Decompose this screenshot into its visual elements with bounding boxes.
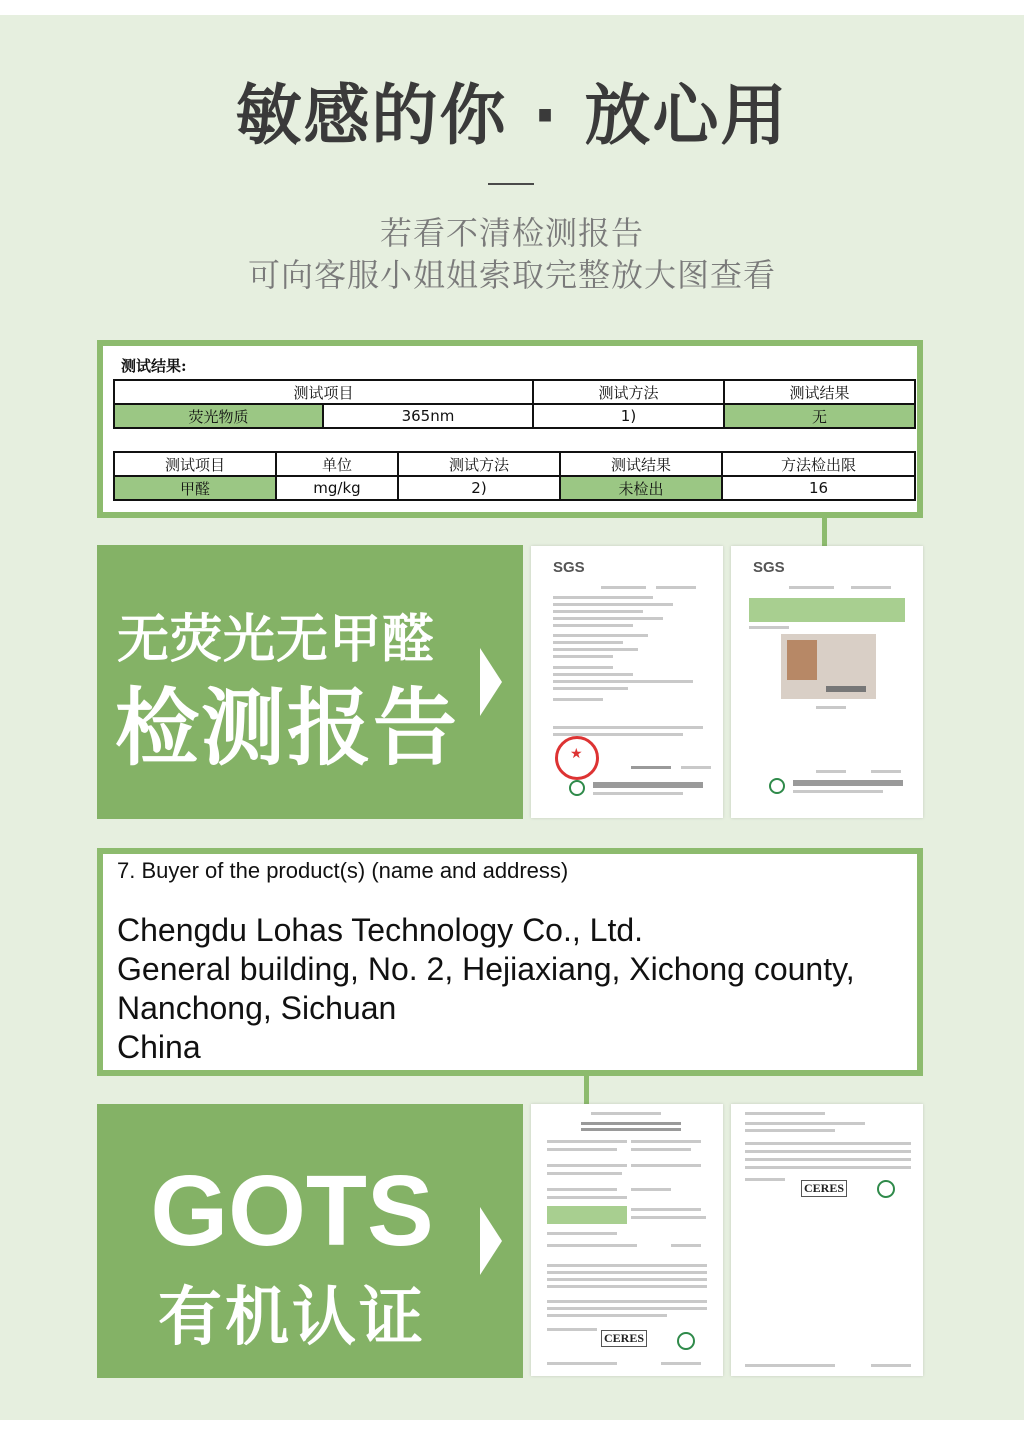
buyer-address-line-1: General building, No. 2, Hejiaxiang, Xichong county, xyxy=(117,951,855,987)
arrow-right-icon xyxy=(480,648,502,716)
buyer-name: Chengdu Lohas Technology Co., Ltd. xyxy=(117,912,644,948)
gots-subtitle: 有机认证 xyxy=(158,1281,426,1355)
subtitle-line-1: 若看不清检测报告 xyxy=(379,214,644,252)
fluorescence-banner xyxy=(97,545,523,819)
table-cell: 2) xyxy=(398,476,560,500)
table-header-cell: 方法检出限 xyxy=(722,452,915,476)
page-headline: 敏感的你 · 放心用 xyxy=(235,77,789,154)
results-table-thumbnail xyxy=(749,598,905,622)
ceres-logo: CERES xyxy=(601,1330,647,1347)
table-cell: 荧光物质 xyxy=(114,404,323,428)
table-header-cell: 测试结果 xyxy=(724,380,915,404)
gots-certificate-page-2 xyxy=(731,1104,923,1376)
formaldehyde-table xyxy=(113,451,916,501)
buyer-info-box xyxy=(97,848,923,1076)
table-cell: 365nm xyxy=(323,404,533,428)
table-header-row xyxy=(114,380,915,404)
gots-title: GOTS xyxy=(150,1155,434,1267)
buyer-address-line-2: Nanchong, Sichuan xyxy=(117,990,397,1026)
table-row xyxy=(114,476,915,500)
divider xyxy=(488,183,534,185)
subtitle-line-2: 可向客服小姐姐索取完整放大图查看 xyxy=(247,256,776,294)
table-cell: 16 xyxy=(722,476,915,500)
table-cell: 无 xyxy=(724,404,915,428)
table-cell: 未检出 xyxy=(560,476,722,500)
sgs-report-page-1: SGS ★ xyxy=(531,546,723,818)
table-header-cell: 单位 xyxy=(276,452,398,476)
sgs-report-page-2 xyxy=(731,546,923,818)
organic-logo-icon xyxy=(877,1180,895,1198)
table-cell: 1) xyxy=(533,404,724,428)
table-header-cell: 测试方法 xyxy=(398,452,560,476)
banner-title: 无荧光无甲醛 xyxy=(117,610,436,670)
sgs-logo: SGS xyxy=(553,559,585,576)
buyer-label: 7. Buyer of the product(s) (name and address) xyxy=(117,858,569,883)
table-header-cell: 测试结果 xyxy=(560,452,722,476)
table-cell: mg/kg xyxy=(276,476,398,500)
sgs-logo: SGS xyxy=(753,559,785,576)
table-header-cell: 测试项目 xyxy=(114,452,276,476)
buyer-country: China xyxy=(117,1029,201,1065)
test-results-title: 测试结果: xyxy=(121,357,187,375)
ceres-logo: CERES xyxy=(801,1180,847,1197)
table-header-row xyxy=(114,452,915,476)
arrow-right-icon xyxy=(480,1207,502,1275)
gots-banner xyxy=(97,1104,523,1378)
table-header-cell: 测试方法 xyxy=(533,380,724,404)
organic-logo-icon xyxy=(677,1332,695,1350)
table-row xyxy=(114,404,915,428)
fluorescence-table xyxy=(113,379,916,429)
gots-certificate-page-1 xyxy=(531,1104,723,1376)
table-cell: 甲醛 xyxy=(114,476,276,500)
test-results-box xyxy=(97,340,923,518)
table-header-cell: 测试项目 xyxy=(114,380,533,404)
banner-subtitle: 检测报告 xyxy=(115,679,460,777)
